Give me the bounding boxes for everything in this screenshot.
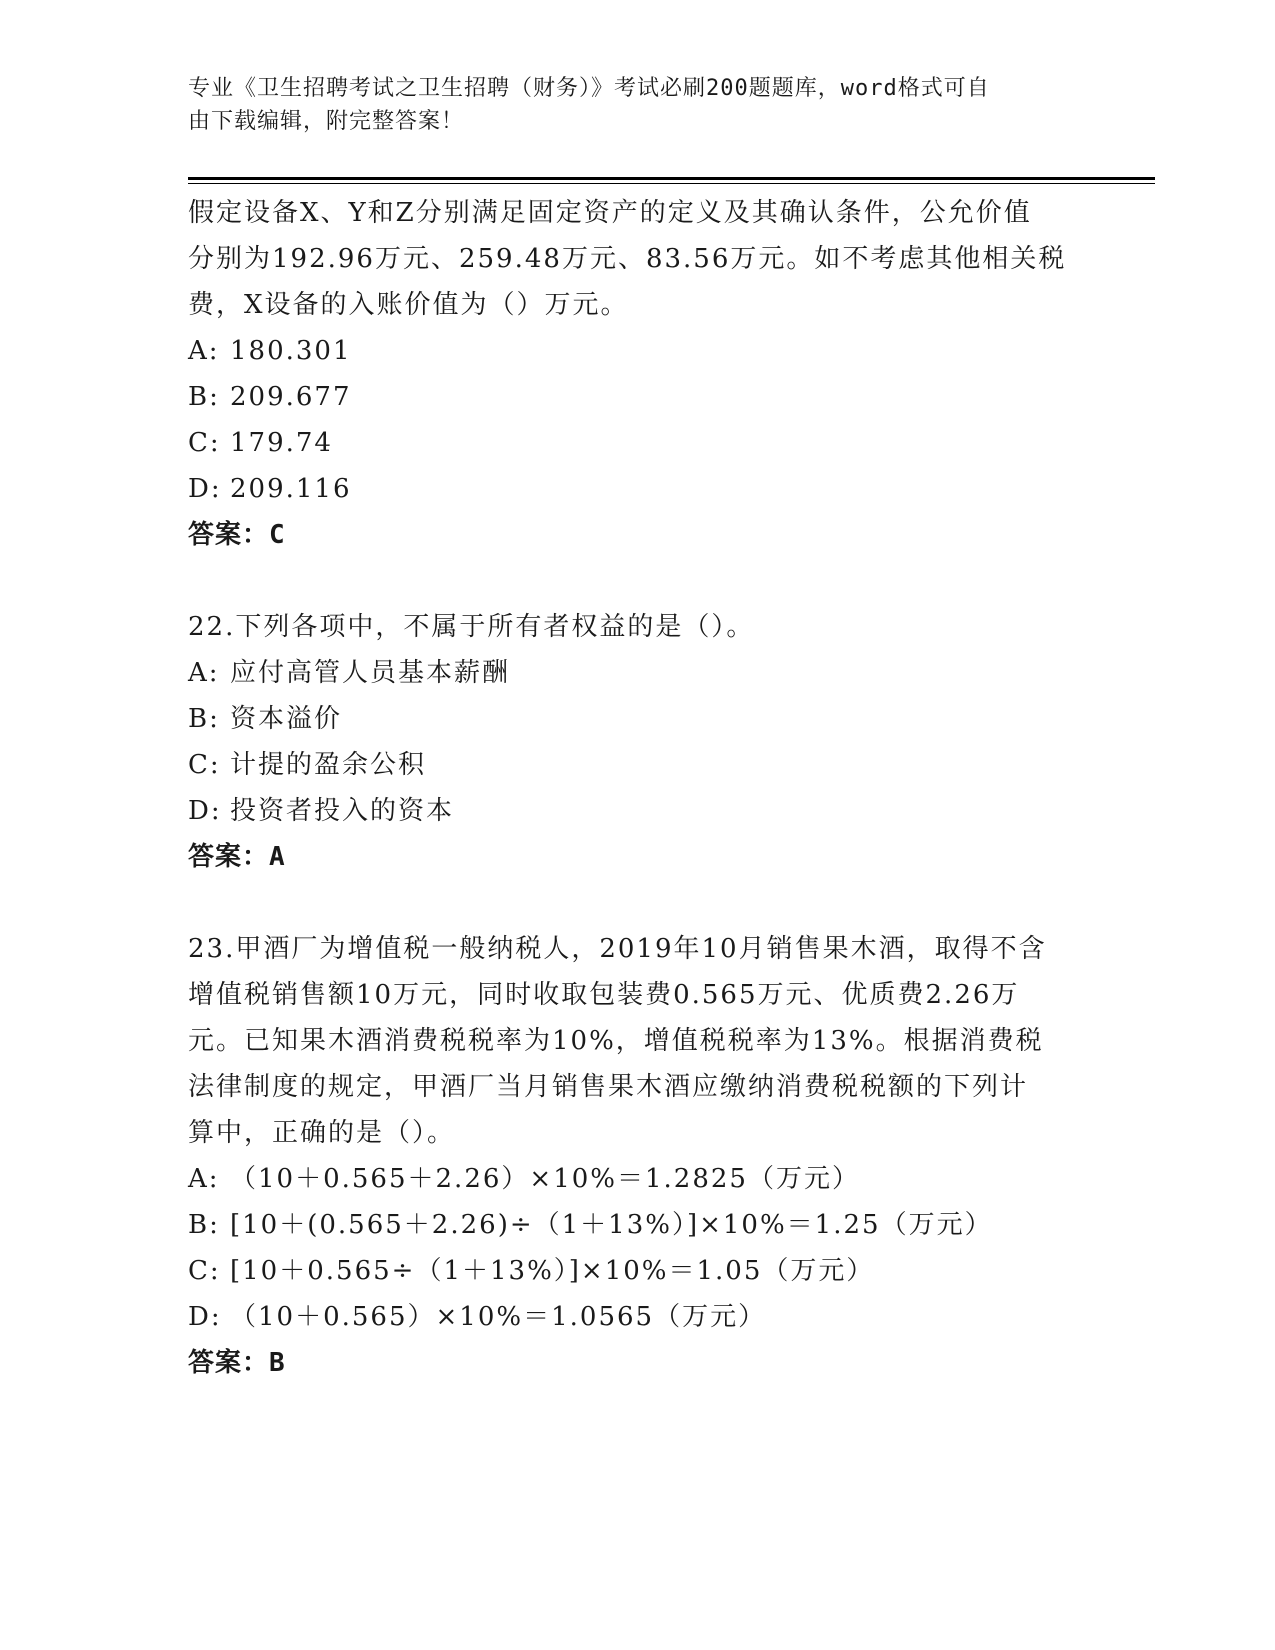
question-list <box>188 190 1088 1432</box>
option-text: [10＋0.565÷（1＋13%）]×10%＝1.05（万元） <box>230 1256 875 1286</box>
option-letter: B: <box>188 704 220 734</box>
option-b <box>188 696 1088 742</box>
option-a <box>188 650 1088 696</box>
question-stem-line: 费，X设备的入账价值为（）万元。 <box>188 290 629 320</box>
option-letter: A: <box>188 658 220 688</box>
option-d <box>188 466 1088 512</box>
option-text: 179.74 <box>230 428 333 458</box>
option-text: （10＋0.565）×10%＝1.0565（万元） <box>230 1302 767 1332</box>
option-b <box>188 1202 1088 1248</box>
question-stem-line: 分别为192.96万元、259.48万元、83.56万元。如不考虑其他相关税 <box>188 244 1067 274</box>
option-letter: B: <box>188 382 220 412</box>
option-letter: D: <box>188 796 222 826</box>
option-text: 资本溢价 <box>230 704 343 734</box>
question-stem-line: 23.甲酒厂为增值税一般纳税人，2019年10月销售果木酒，取得不含 <box>188 934 1047 964</box>
header-rule-thin <box>188 183 1155 184</box>
option-text: 投资者投入的资本 <box>230 796 455 826</box>
answer-line: 答案：C <box>188 520 286 550</box>
document-header <box>188 72 1068 138</box>
question-21 <box>188 190 1088 558</box>
option-letter: C: <box>188 428 221 458</box>
option-a <box>188 328 1088 374</box>
question-22 <box>188 604 1088 880</box>
option-c <box>188 420 1088 466</box>
option-b <box>188 374 1088 420</box>
question-stem-line: 22.下列各项中，不属于所有者权益的是（）。 <box>188 612 755 642</box>
option-a <box>188 1156 1088 1202</box>
option-text: [10＋(0.565＋2.26)÷（1＋13%）]×10%＝1.25（万元） <box>230 1210 993 1240</box>
question-stem-line: 元。已知果木酒消费税税率为10%，增值税税率为13%。根据消费税 <box>188 1026 1044 1056</box>
header-line-2: 由下载编辑，附完整答案！ <box>188 109 465 134</box>
question-23 <box>188 926 1088 1386</box>
option-c <box>188 1248 1088 1294</box>
header-rule-thick <box>188 177 1155 180</box>
answer-line: 答案：B <box>188 1348 286 1378</box>
question-stem-line: 假定设备X、Y和Z分别满足固定资产的定义及其确认条件，公允价值 <box>188 198 1032 228</box>
option-letter: A: <box>188 336 220 366</box>
option-letter: C: <box>188 750 221 780</box>
option-d <box>188 788 1088 834</box>
option-text: 应付高管人员基本薪酬 <box>230 658 511 688</box>
option-text: 209.677 <box>230 382 352 412</box>
option-letter: D: <box>188 474 222 504</box>
option-text: 209.116 <box>230 474 352 504</box>
option-letter: C: <box>188 1256 221 1286</box>
option-letter: A: <box>188 1164 220 1194</box>
header-line-1: 专业《卫生招聘考试之卫生招聘（财务）》考试必刷200题题库，word格式可自 <box>188 76 990 101</box>
question-stem-line: 增值税销售额10万元，同时收取包装费0.565万元、优质费2.26万 <box>188 980 1020 1010</box>
answer-line: 答案：A <box>188 842 286 872</box>
option-text: 计提的盈余公积 <box>230 750 427 780</box>
option-letter: D: <box>188 1302 222 1332</box>
option-d <box>188 1294 1088 1340</box>
option-letter: B: <box>188 1210 220 1240</box>
question-stem-line: 法律制度的规定，甲酒厂当月销售果木酒应缴纳消费税税额的下列计 <box>188 1072 1029 1102</box>
option-text: 180.301 <box>230 336 352 366</box>
question-stem-line: 算中，正确的是（）。 <box>188 1118 456 1148</box>
option-text: （10＋0.565＋2.26）×10%＝1.2825（万元） <box>230 1164 860 1194</box>
option-c <box>188 742 1088 788</box>
